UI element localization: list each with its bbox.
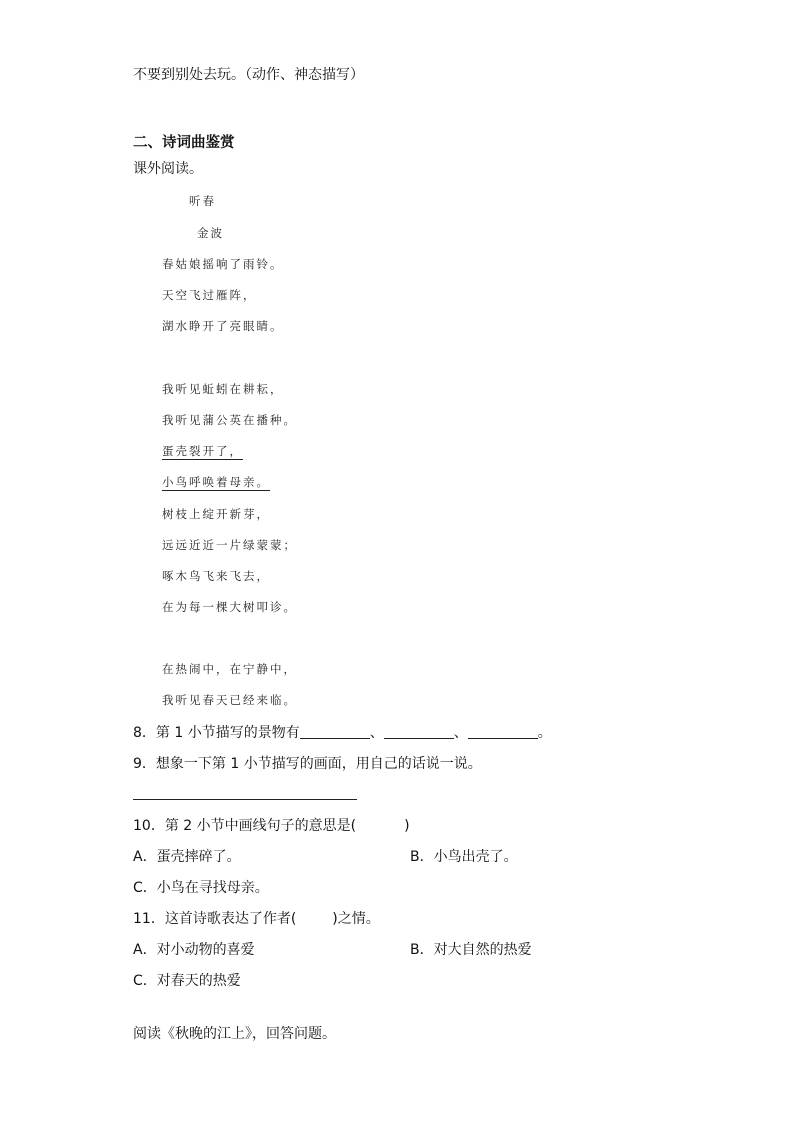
question-11-text: 11．这首诗歌表达了作者( (133, 911, 297, 927)
question-10-close: ) (404, 818, 410, 834)
poem-line: 啄木鸟飞来飞去， (162, 569, 270, 583)
poem-line: 我听见春天已经来临。 (162, 693, 297, 707)
separator: 、 (369, 725, 384, 741)
option-c[interactable]: C．小鸟在寻找母亲。 (133, 880, 269, 896)
next-reading-instruction: 阅读《秋晚的江上》，回答问题。 (133, 1026, 336, 1042)
question-9: 9．想象一下第 1 小节描写的画面，用自己的话说一说。 (133, 756, 482, 772)
question-8-text: 8．第 1 小节描写的景物有 (133, 725, 300, 741)
previous-question-tail: 不要到别处去玩。（动作、神态描写） (133, 67, 364, 83)
poem-line: 树枝上绽开新芽， (162, 507, 270, 521)
question-10 (133, 817, 410, 835)
poem-line: 我听见蒲公英在播种。 (162, 413, 297, 427)
poem-line: 在热闹中，在宁静中， (162, 662, 297, 676)
option-a[interactable]: A．对小动物的喜爱 (133, 942, 255, 958)
poem-author: 金波 (197, 226, 224, 240)
poem-line: 天空飞过雁阵， (162, 288, 257, 302)
poem-line: 湖水睁开了亮眼睛。 (162, 319, 284, 333)
poem-line: 我听见蚯蚓在耕耘， (162, 382, 284, 396)
answer-blank[interactable] (300, 724, 370, 739)
question-8 (133, 724, 552, 742)
poem-line: 春姑娘摇响了雨铃。 (162, 257, 284, 271)
question-11-close: )之情。 (332, 911, 380, 927)
section-heading: 二、诗词曲鉴赏 (133, 135, 235, 151)
poem-underlined-line: 蛋壳裂开了， (162, 444, 243, 458)
poem-underlined-line: 小鸟呼唤着母亲。 (162, 475, 270, 489)
answer-line[interactable] (133, 799, 357, 800)
reading-instruction: 课外阅读。 (133, 161, 203, 177)
separator: 、 (453, 725, 468, 741)
question-11 (133, 910, 380, 928)
option-b[interactable]: B．小鸟出壳了。 (410, 849, 518, 865)
answer-blank[interactable] (468, 724, 538, 739)
poem-title: 听春 (189, 194, 216, 208)
option-a[interactable]: A．蛋壳摔碎了。 (133, 849, 241, 865)
period: 。 (537, 725, 552, 741)
answer-blank[interactable] (384, 724, 454, 739)
poem-line: 远远近近一片绿蒙蒙； (162, 538, 297, 552)
question-10-text: 10．第 2 小节中画线句子的意思是( (133, 818, 357, 834)
option-b[interactable]: B．对大自然的热爱 (410, 942, 532, 958)
poem-line: 在为每一棵大树叩诊。 (162, 600, 297, 614)
option-c[interactable]: C．对春天的热爱 (133, 973, 241, 989)
